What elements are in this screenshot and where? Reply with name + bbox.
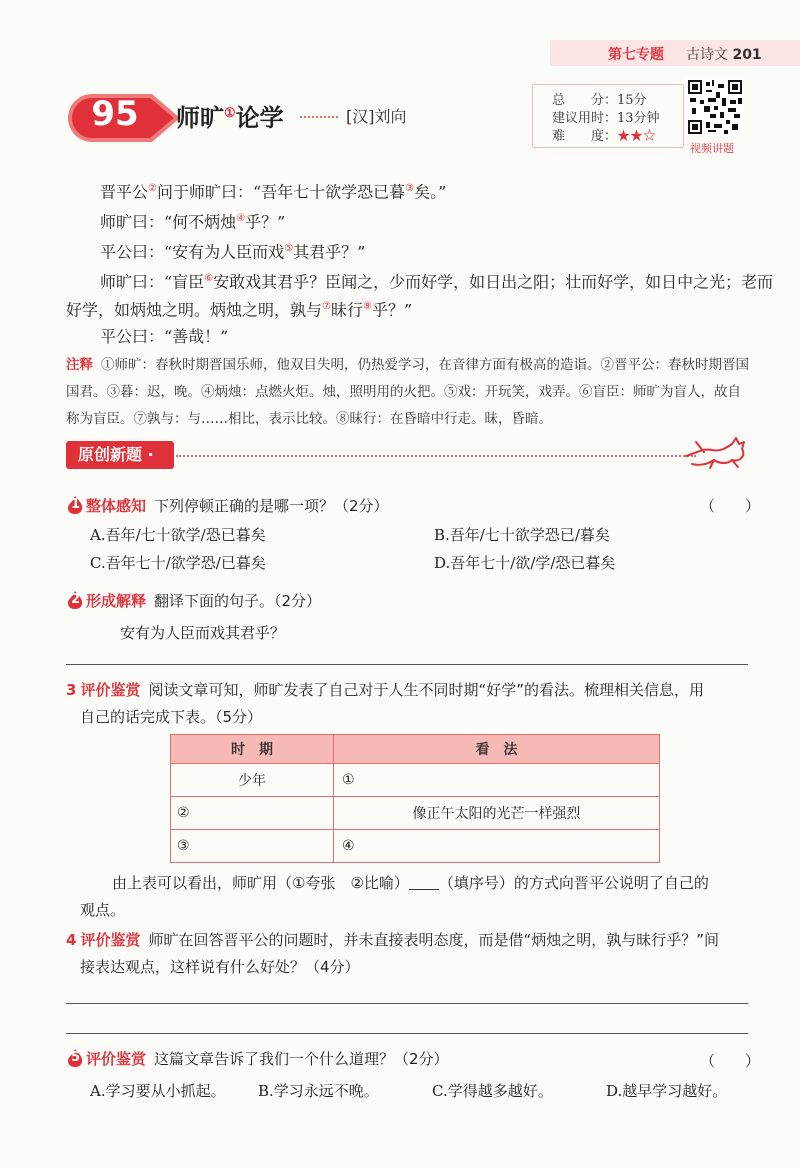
- note-mark: ⑧: [363, 301, 372, 312]
- passage-text: 好学，如炳烛之明。炳烛之明，孰与: [66, 300, 323, 320]
- info-time-label: 建议用时：: [552, 111, 618, 126]
- passage-text: 安敢戏其君乎？臣闻之，少而好学，如日出之阳；壮而好学，如日中之光；老而: [213, 272, 774, 292]
- note-mark: ②: [148, 183, 157, 194]
- q5-option-b[interactable]: B.学习永远不晚。: [258, 1082, 379, 1100]
- passage-text: 师旷曰：“何不炳烛: [100, 212, 237, 232]
- info-difficulty-label: 难 度：: [552, 129, 618, 144]
- qr-code-icon[interactable]: [686, 78, 744, 136]
- question-3: [66, 679, 704, 700]
- table-cell-blank[interactable]: ③: [171, 830, 334, 863]
- passage-text: 乎？”: [245, 212, 286, 232]
- q1-tag: 整体感知: [86, 497, 147, 515]
- question-5: [66, 1048, 449, 1069]
- q5-number: 5: [71, 1050, 81, 1065]
- q2-number: 2: [71, 592, 81, 607]
- q3-number: 3: [66, 681, 77, 699]
- passage-text: 问于师旷曰：“吾年七十欲学恐已暮: [156, 182, 406, 202]
- note-mark: ⑥: [204, 273, 214, 284]
- q1-answer-paren[interactable]: （ ）: [700, 497, 761, 515]
- info-total-value: 15分: [617, 93, 647, 108]
- passage-text: 晋平公: [100, 182, 149, 202]
- q5-answer-paren[interactable]: （ ）: [700, 1052, 761, 1070]
- q2-sentence: 安有为人臣而戏其君乎？: [120, 624, 286, 642]
- table-header-period: 时 期: [171, 735, 334, 764]
- notes-text: ①师旷：春秋时期晋国乐师，他双目失明，仍热爱学习，在音律方面有极高的造诣。②晋平公：春秋时期晋国国君。③暮：迟，晚。④炳烛：点燃火炬。烛，照明用的火把。⑤戏：开玩笑，戏弄。⑥盲臣：师旷为盲人，故自称为盲臣。⑦孰与：与……相比，表示比较。⑧昧行：在昏暗中行走。昧，昏暗。: [66, 357, 749, 427]
- section-label: 原创新题 ·: [66, 441, 174, 469]
- q1-option-b[interactable]: B.吾年/七十欲学恐已/暮矣: [434, 526, 610, 544]
- info-difficulty: [552, 125, 656, 144]
- passage-line: [100, 206, 285, 235]
- q5-tag: 评价鉴赏: [86, 1050, 147, 1068]
- table-row: [171, 830, 660, 863]
- q2-tag: 形成解释: [86, 592, 147, 610]
- table-cell-blank[interactable]: ①: [334, 764, 660, 797]
- q3-follow-up: [112, 872, 709, 893]
- question-2: [66, 590, 321, 611]
- q5-option-d[interactable]: D.越早学习越好。: [606, 1082, 728, 1100]
- table-cell: 少年: [171, 764, 334, 797]
- note-mark: ⑦: [322, 301, 331, 312]
- title-note-mark: ①: [224, 106, 236, 121]
- q3-text-2: 自己的话完成下表。（5分）: [80, 708, 263, 726]
- section-page: [686, 44, 762, 64]
- question-4: [66, 929, 719, 950]
- info-table: [170, 734, 660, 863]
- table-header-row: [171, 735, 660, 764]
- q2-answer-line[interactable]: [66, 664, 748, 665]
- passage-line: [100, 266, 773, 295]
- q1-option-c[interactable]: C.吾年七十/欲学恐/已暮矣: [90, 554, 266, 572]
- q4-number: 4: [66, 931, 77, 949]
- running-cat-icon: [684, 434, 750, 470]
- info-time: [552, 107, 660, 126]
- section-name: 古诗文: [686, 47, 728, 63]
- chapter-label: 第七专题: [608, 47, 664, 63]
- lesson-number: 95: [91, 94, 139, 134]
- notes-label: 注释: [66, 357, 93, 373]
- q1-number: 1: [71, 497, 81, 512]
- passage-text: 昧行: [330, 300, 363, 320]
- passage-text: 矣。”: [414, 182, 447, 202]
- passage-line: [100, 324, 228, 350]
- passage-text: 平公曰：“善哉！”: [100, 327, 229, 346]
- header-band: [550, 40, 800, 66]
- passage-line: [66, 294, 412, 323]
- q3-tag: 评价鉴赏: [80, 681, 141, 699]
- table-cell: 像正午太阳的光芒一样强烈: [334, 797, 660, 830]
- q1-option-a[interactable]: A.吾年/七十欲学/恐已暮矣: [90, 526, 266, 544]
- q3-text: 阅读文章可知，师旷发表了自己对于人生不同时期“好学”的看法。梳理相关信息，用: [148, 681, 704, 699]
- q5-option-c[interactable]: C.学得越多越好。: [432, 1082, 553, 1100]
- passage-text: 师旷曰：“盲臣: [100, 272, 205, 292]
- table-row: [171, 797, 660, 830]
- table-cell-blank[interactable]: ④: [334, 830, 660, 863]
- info-total: [552, 89, 647, 108]
- q3-follow-end: 观点。: [80, 901, 126, 919]
- page-number: 201: [732, 47, 762, 63]
- annotation-notes: [66, 352, 750, 433]
- title-part-b: 论学: [235, 103, 284, 132]
- q3-blank[interactable]: [409, 875, 439, 890]
- q4-answer-line[interactable]: [66, 1033, 748, 1034]
- q4-text: 师旷在回答晋平公的问题时，并未直接表明态度，而是借“炳烛之明，孰与昧行乎？”间: [148, 931, 719, 949]
- note-mark: ③: [405, 183, 415, 194]
- info-total-label: 总 分：: [552, 93, 618, 108]
- lesson-title: [176, 98, 284, 133]
- difficulty-stars: ★★☆: [617, 129, 657, 144]
- q1-option-d[interactable]: D.吾年七十/欲/学/恐已暮矣: [434, 554, 616, 572]
- q2-text: 翻译下面的句子。（2分）: [154, 592, 322, 610]
- note-mark: ④: [236, 213, 246, 224]
- title-dots: [300, 116, 338, 118]
- section-divider: [176, 455, 696, 457]
- passage-text: 平公曰：“安有为人臣而戏: [100, 242, 285, 262]
- table-header-view: 看 法: [334, 735, 660, 764]
- note-mark: ⑤: [284, 243, 294, 254]
- title-part-a: 师旷: [176, 103, 224, 132]
- q1-text: 下列停顿正确的是哪一项？（2分）: [154, 497, 389, 515]
- passage-line: [100, 176, 446, 205]
- q4-tag: 评价鉴赏: [80, 931, 141, 949]
- q4-answer-line[interactable]: [66, 1003, 748, 1004]
- question-1: [66, 495, 389, 516]
- table-row: [171, 764, 660, 797]
- q3-follow-text: （填序号）的方式向晋平公说明了自己的: [438, 874, 709, 892]
- passage-text: 乎？”: [371, 300, 413, 320]
- q4-text-2: 接表达观点，这样说有什么好处？（4分）: [80, 958, 360, 976]
- passage-line: [100, 236, 365, 265]
- table-cell-blank[interactable]: ②: [171, 797, 334, 830]
- info-time-value: 13分钟: [617, 111, 660, 126]
- author: [汉]刘向: [346, 107, 407, 126]
- q5-text: 这篇文章告诉了我们一个什么道理？（2分）: [154, 1050, 449, 1068]
- q3-follow-text: 由上表可以看出，师旷用（①夸张 ②比喻）: [112, 874, 409, 892]
- q5-option-a[interactable]: A.学习要从小抓起。: [90, 1082, 226, 1100]
- qr-caption[interactable]: 视频讲题: [690, 142, 734, 155]
- section-label-text: 原创新题: [78, 445, 143, 464]
- passage-text: 其君乎？”: [293, 242, 366, 262]
